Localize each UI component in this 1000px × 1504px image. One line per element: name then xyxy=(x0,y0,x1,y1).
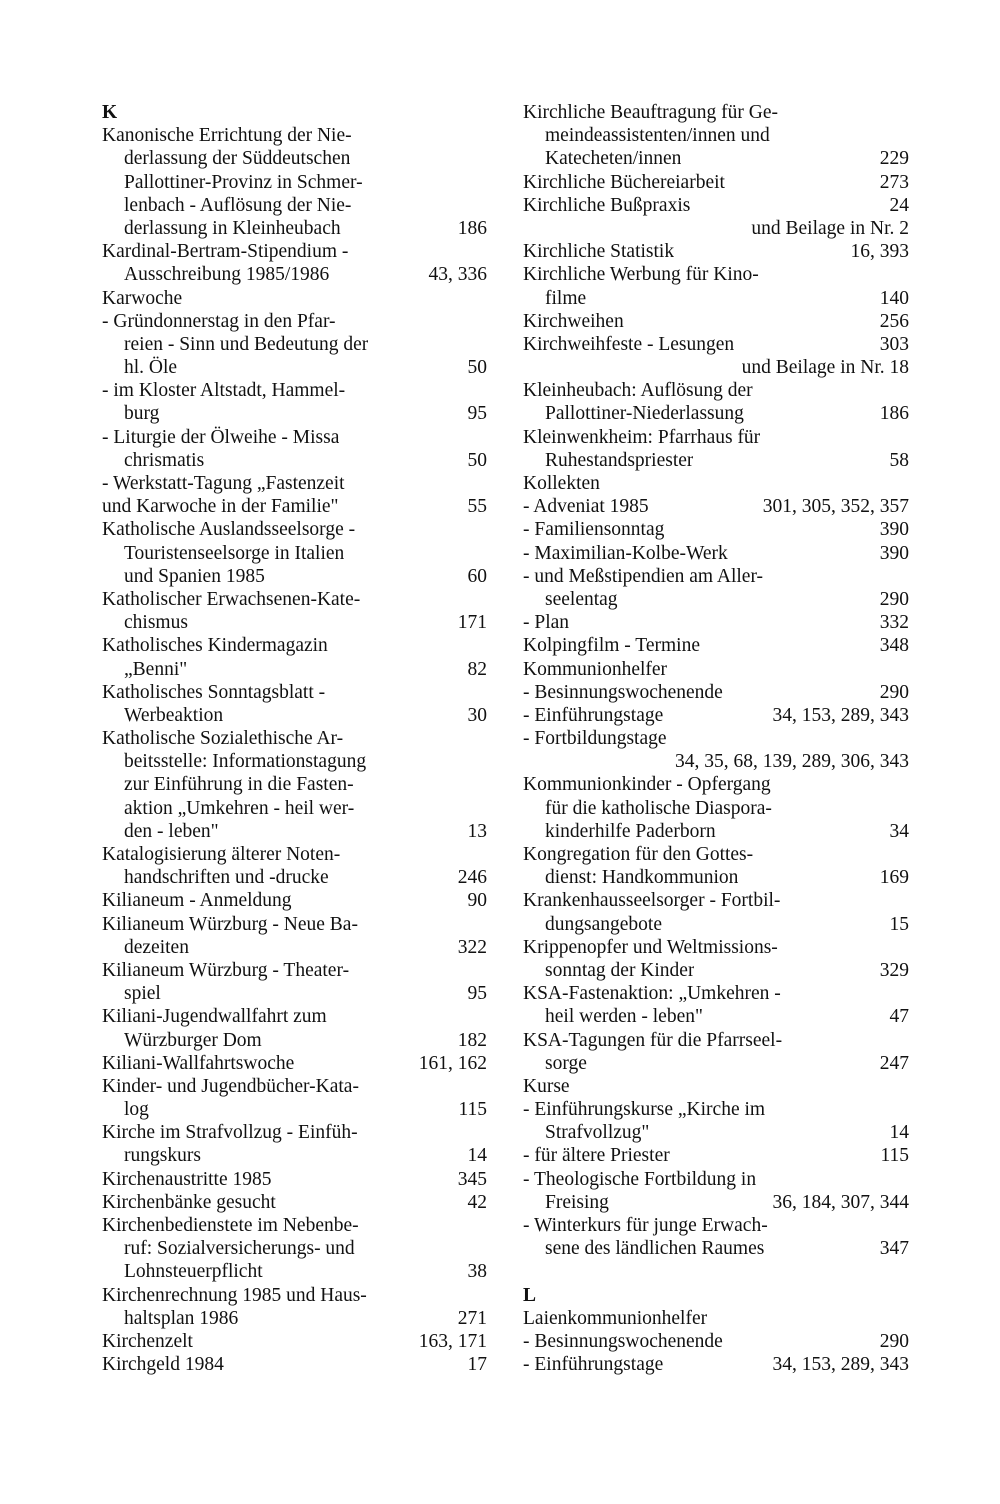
index-entry-line xyxy=(102,1237,487,1260)
entry-text: Kilianeum Würzburg - Neue Ba- xyxy=(102,913,358,935)
entry-text: Kirchliche Bußpraxis xyxy=(523,194,691,216)
entry-text: chismus xyxy=(124,612,188,634)
entry-text: Krankenhausseelsorger - Fortbil- xyxy=(523,890,781,912)
index-entry-line xyxy=(102,542,487,565)
index-entry-line xyxy=(523,1121,909,1144)
entry-text: - Liturgie der Ölweihe - Missa xyxy=(102,426,340,448)
index-entry-line xyxy=(102,704,487,727)
entry-text: derlassung der Süddeutschen xyxy=(124,148,351,170)
entry-text: Werbeaktion xyxy=(124,704,224,726)
index-entry-line xyxy=(523,171,909,194)
index-entry-line xyxy=(102,750,487,773)
entry-page-numbers: 34, 153, 289, 343 xyxy=(772,1354,909,1376)
entry-text: Strafvollzug" xyxy=(545,1122,650,1144)
entry-page-numbers: 34, 153, 289, 343 xyxy=(772,704,909,726)
entry-text: den - leben" xyxy=(124,820,219,842)
entry-page-numbers: 390 xyxy=(879,542,909,564)
index-entry-line xyxy=(523,1075,909,1098)
entry-text: - Einführungskurse „Kirche im xyxy=(523,1099,766,1121)
entry-text: - Einführungstage xyxy=(523,1354,664,1376)
entry-text: handschriften und -drucke xyxy=(124,867,329,889)
entry-page-numbers: 43, 336 xyxy=(428,264,487,286)
entry-page-numbers: 140 xyxy=(879,287,909,309)
index-entry-line xyxy=(523,1029,909,1052)
entry-page-numbers: 186 xyxy=(457,217,487,239)
entry-text: Kirchliche Werbung für Kino- xyxy=(523,264,759,286)
entry-text: Kirchenbedienstete im Nebenbe- xyxy=(102,1215,359,1236)
entry-page-numbers: 348 xyxy=(879,635,909,657)
index-entry-line xyxy=(102,1284,487,1307)
entry-page-numbers: 290 xyxy=(879,1330,909,1352)
index-entry-line xyxy=(523,959,909,982)
entry-page-numbers: 24 xyxy=(889,194,909,216)
entry-text: Katalogisierung älterer Noten- xyxy=(102,844,341,865)
entry-text: Kirchliche Statistik xyxy=(523,241,675,263)
entry-page-numbers: 186 xyxy=(879,403,909,425)
entry-text: aktion „Umkehren - heil wer- xyxy=(124,797,355,819)
entry-text: dezeiten xyxy=(124,936,189,958)
entry-text: Krippenopfer und Weltmissions- xyxy=(523,936,778,958)
entry-text: Kilianeum Würzburg - Theater- xyxy=(102,959,350,981)
index-entry-line xyxy=(102,333,487,356)
entry-page-numbers: 246 xyxy=(457,867,487,889)
entry-text: Kinder- und Jugendbücher-Kata- xyxy=(102,1075,359,1097)
index-entry-line xyxy=(102,287,487,310)
entry-text: - Einführungstage xyxy=(523,704,664,726)
index-entry-line xyxy=(102,240,487,263)
entry-text: und Beilage in Nr. 18 xyxy=(741,357,909,379)
entry-text: Kirchenrechnung 1985 und Haus- xyxy=(102,1284,367,1306)
index-entry-line xyxy=(102,727,487,750)
index-entry-line xyxy=(102,1168,487,1191)
entry-text: Pallottiner-Niederlassung xyxy=(545,403,744,425)
entry-text: - Theologische Fortbildung in xyxy=(523,1168,757,1190)
entry-page-numbers: 163, 171 xyxy=(418,1330,487,1352)
entry-text: sonntag der Kinder xyxy=(545,959,695,981)
entry-text: - Plan xyxy=(523,612,570,634)
index-entry-line xyxy=(102,518,487,541)
entry-text: Kleinheubach: Auflösung der xyxy=(523,380,753,402)
entry-text: für die katholische Diaspora- xyxy=(545,797,772,819)
entry-text: Kanonische Errichtung der Nie- xyxy=(102,125,352,147)
index-entry-line xyxy=(102,1214,487,1237)
section-letter: K xyxy=(102,102,118,123)
entry-text: Kolpingfilm - Termine xyxy=(523,635,700,657)
index-entry-line xyxy=(523,750,909,773)
entry-text: Kirchenbänke gesucht xyxy=(102,1191,276,1213)
index-entry-line xyxy=(523,379,909,402)
entry-text: Kirchweihfeste - Lesungen xyxy=(523,333,735,355)
entry-text: meindeassistenten/innen und xyxy=(545,125,770,147)
entry-page-numbers: 329 xyxy=(879,959,909,981)
index-entry-line xyxy=(523,889,909,912)
entry-text: 34, 35, 68, 139, 289, 306, 343 xyxy=(675,751,909,773)
index-entry-line xyxy=(523,1144,909,1167)
entry-text: und Spanien 1985 xyxy=(124,565,265,587)
entry-page-numbers: 256 xyxy=(879,310,909,332)
entry-text: Ruhestandspriester xyxy=(545,449,694,471)
entry-text: „Benni" xyxy=(124,658,188,680)
entry-text: ruf: Sozialversicherungs- und xyxy=(124,1238,355,1260)
index-entry-line xyxy=(102,472,487,495)
index-entry-line xyxy=(523,843,909,866)
entry-text: Kirchenaustritte 1985 xyxy=(102,1168,272,1190)
entry-page-numbers: 95 xyxy=(467,983,487,1005)
entry-page-numbers: 95 xyxy=(467,403,487,425)
index-entry-line xyxy=(102,194,487,217)
index-entry-line xyxy=(102,936,487,959)
index-entry-line xyxy=(102,426,487,449)
index-entry-line xyxy=(523,866,909,889)
index-entry-line xyxy=(523,634,909,657)
index-entry-line xyxy=(523,1330,909,1353)
entry-page-numbers: 47 xyxy=(889,1006,909,1028)
index-entry-line xyxy=(102,681,487,704)
entry-text: und Karwoche in der Familie" xyxy=(102,496,339,518)
index-entry-line xyxy=(523,727,909,750)
index-entry-line xyxy=(523,1353,909,1376)
index-entry-line xyxy=(523,495,909,518)
index-entry-line xyxy=(523,472,909,495)
index-entry-line xyxy=(523,1191,909,1214)
entry-page-numbers: 332 xyxy=(879,612,909,634)
entry-page-numbers: 247 xyxy=(879,1052,909,1074)
entry-page-numbers: 90 xyxy=(467,890,487,912)
entry-text: - Werkstatt-Tagung „Fastenzeit xyxy=(102,473,345,494)
entry-page-numbers: 15 xyxy=(889,913,909,935)
entry-text: - Fortbildungstage xyxy=(523,728,667,750)
index-entry-line xyxy=(102,913,487,936)
index-column-left xyxy=(102,101,487,1376)
entry-page-numbers: 303 xyxy=(879,333,909,355)
entry-text: Karwoche xyxy=(102,287,183,309)
entry-page-numbers: 301, 305, 352, 357 xyxy=(762,496,909,518)
entry-text: - für ältere Priester xyxy=(523,1145,670,1167)
index-entry-line xyxy=(523,936,909,959)
index-entry-line xyxy=(523,194,909,217)
entry-page-numbers: 290 xyxy=(879,588,909,610)
entry-text: filme xyxy=(545,287,587,309)
entry-page-numbers: 36, 184, 307, 344 xyxy=(772,1191,909,1213)
entry-text: sene des ländlichen Raumes xyxy=(545,1238,765,1260)
entry-page-numbers: 42 xyxy=(467,1191,487,1213)
entry-text: Katholischer Erwachsenen-Kate- xyxy=(102,588,361,610)
index-entry-line xyxy=(102,449,487,472)
index-entry-line xyxy=(523,1005,909,1028)
index-entry-line xyxy=(102,1353,487,1376)
index-entry-line xyxy=(523,101,909,124)
index-entry-line xyxy=(102,263,487,286)
index-entry-line xyxy=(523,402,909,425)
index-entry-line xyxy=(523,704,909,727)
entry-text: Kilianeum - Anmeldung xyxy=(102,890,292,912)
index-entry-line xyxy=(102,402,487,425)
entry-text: spiel xyxy=(124,983,161,1005)
entry-text: Touristenseelsorge in Italien xyxy=(124,542,345,564)
index-entry-line xyxy=(523,820,909,843)
index-entry-line xyxy=(102,1075,487,1098)
index-entry-line xyxy=(102,1144,487,1167)
entry-page-numbers: 161, 162 xyxy=(418,1052,487,1074)
index-entry-line xyxy=(523,217,909,240)
index-entry-line xyxy=(102,658,487,681)
entry-text: - Winterkurs für junge Erwach- xyxy=(523,1215,768,1236)
entry-page-numbers: 55 xyxy=(467,496,487,518)
entry-text: haltsplan 1986 xyxy=(124,1307,239,1329)
index-entry-line xyxy=(523,913,909,936)
entry-page-numbers: 50 xyxy=(467,449,487,471)
index-column-right xyxy=(523,101,909,1376)
index-entry-line xyxy=(523,1214,909,1237)
entry-text: Katholisches Kindermagazin xyxy=(102,635,328,657)
entry-page-numbers: 322 xyxy=(457,936,487,958)
index-entry-line xyxy=(523,449,909,472)
entry-text: - Familiensonntag xyxy=(523,519,665,541)
index-entry-line xyxy=(102,1330,487,1353)
index-entry-line xyxy=(102,820,487,843)
index-entry-line xyxy=(523,1307,909,1330)
entry-text: Kollekten xyxy=(523,473,600,494)
entry-page-numbers: 347 xyxy=(879,1238,909,1260)
index-entry-line xyxy=(523,565,909,588)
index-entry-line xyxy=(523,310,909,333)
entry-page-numbers: 50 xyxy=(467,357,487,379)
entry-text: chrismatis xyxy=(124,449,205,471)
index-entry-line xyxy=(523,333,909,356)
entry-page-numbers: 273 xyxy=(879,171,909,193)
entry-text: Kurse xyxy=(523,1075,570,1097)
entry-page-numbers: 30 xyxy=(467,704,487,726)
index-entry-line xyxy=(102,1191,487,1214)
entry-text: - Maximilian-Kolbe-Werk xyxy=(523,542,728,564)
entry-page-numbers: 171 xyxy=(457,612,487,634)
index-entry-line xyxy=(102,773,487,796)
index-entry-line xyxy=(102,1098,487,1121)
index-entry-line xyxy=(102,379,487,402)
entry-page-numbers: 82 xyxy=(467,658,487,680)
index-entry-line xyxy=(523,240,909,263)
entry-page-numbers: 115 xyxy=(458,1099,487,1121)
entry-text: zur Einführung in die Fasten- xyxy=(124,774,354,796)
section-letter-heading xyxy=(102,101,487,124)
entry-page-numbers: 115 xyxy=(880,1145,909,1167)
section-letter-heading xyxy=(523,1284,909,1307)
entry-text: Würzburger Dom xyxy=(124,1029,262,1051)
entry-text: kinderhilfe Paderborn xyxy=(545,820,716,842)
entry-text: hl. Öle xyxy=(124,357,178,379)
index-entry-line xyxy=(523,588,909,611)
entry-text: Laienkommunionhelfer xyxy=(523,1307,708,1329)
entry-text: lenbach - Auflösung der Nie- xyxy=(124,194,352,216)
index-entry-line xyxy=(523,658,909,681)
entry-page-numbers: 345 xyxy=(457,1168,487,1190)
entry-text: burg xyxy=(124,403,160,425)
entry-text: Freising xyxy=(545,1191,609,1213)
index-entry-line xyxy=(102,959,487,982)
entry-text: KSA-Fastenaktion: „Umkehren - xyxy=(523,983,781,1005)
entry-text: Kommunionhelfer xyxy=(523,658,668,680)
index-entry-line xyxy=(523,773,909,796)
entry-text: Katholische Sozialethische Ar- xyxy=(102,728,344,750)
index-entry-line xyxy=(102,611,487,634)
index-entry-line xyxy=(102,217,487,240)
entry-page-numbers: 390 xyxy=(879,519,909,541)
index-entry-line xyxy=(523,426,909,449)
entry-page-numbers: 38 xyxy=(467,1261,487,1283)
index-entry-line xyxy=(523,1098,909,1121)
index-entry-line xyxy=(102,1260,487,1283)
index-entry-line xyxy=(523,1168,909,1191)
index-entry-line xyxy=(523,147,909,170)
index-entry-line xyxy=(102,310,487,333)
entry-text: Kiliani-Jugendwallfahrt zum xyxy=(102,1006,327,1028)
index-entry-line xyxy=(523,797,909,820)
entry-text: Kleinwenkheim: Pfarrhaus für xyxy=(523,426,761,448)
index-entry-line xyxy=(102,1005,487,1028)
index-entry-line xyxy=(102,866,487,889)
index-entry-line xyxy=(102,495,487,518)
entry-text: beitsstelle: Informationstagung xyxy=(124,751,367,773)
entry-text: seelentag xyxy=(545,588,618,610)
section-spacer xyxy=(523,1260,909,1283)
entry-text: derlassung in Kleinheubach xyxy=(124,217,341,239)
entry-text: Kommunionkinder - Opfergang xyxy=(523,774,771,796)
entry-text: rungskurs xyxy=(124,1145,201,1167)
index-entry-line xyxy=(102,356,487,379)
entry-text: Kirchliche Beauftragung für Ge- xyxy=(523,102,779,123)
index-entry-line xyxy=(523,356,909,379)
index-entry-line xyxy=(102,797,487,820)
index-entry-line xyxy=(523,124,909,147)
index-entry-line xyxy=(523,287,909,310)
entry-page-numbers: 229 xyxy=(879,148,909,170)
entry-page-numbers: 182 xyxy=(457,1029,487,1051)
entry-text: Kirchweihen xyxy=(523,310,624,332)
index-entry-line xyxy=(102,843,487,866)
index-entry-line xyxy=(523,263,909,286)
entry-page-numbers: 58 xyxy=(889,449,909,471)
entry-page-numbers: 14 xyxy=(467,1145,487,1167)
entry-text: - im Kloster Altstadt, Hammel- xyxy=(102,380,346,402)
entry-text: Kirche im Strafvollzug - Einfüh- xyxy=(102,1122,358,1144)
index-entry-line xyxy=(102,889,487,912)
index-entry-line xyxy=(523,982,909,1005)
entry-text: und Beilage in Nr. 2 xyxy=(751,217,909,239)
entry-text: dungsangebote xyxy=(545,913,662,935)
entry-text: log xyxy=(124,1099,149,1121)
entry-text: Kirchliche Büchereiarbeit xyxy=(523,171,725,193)
index-entry-line xyxy=(102,1307,487,1330)
entry-text: Kirchgeld 1984 xyxy=(102,1354,224,1376)
entry-text: - Adveniat 1985 xyxy=(523,496,649,518)
entry-page-numbers: 16, 393 xyxy=(850,241,909,263)
entry-text: Pallottiner-Provinz in Schmer- xyxy=(124,171,363,193)
entry-text: dienst: Handkommunion xyxy=(545,867,739,889)
index-entry-line xyxy=(523,518,909,541)
index-entry-line xyxy=(102,1029,487,1052)
entry-page-numbers: 60 xyxy=(467,565,487,587)
index-entry-line xyxy=(102,982,487,1005)
index-entry-line xyxy=(523,1237,909,1260)
entry-text: - und Meßstipendien am Aller- xyxy=(523,565,764,587)
index-entry-line xyxy=(102,124,487,147)
entry-page-numbers: 34 xyxy=(889,820,909,842)
entry-text: Kongregation für den Gottes- xyxy=(523,844,754,865)
index-entry-line xyxy=(102,1121,487,1144)
entry-text: Katholisches Sonntagsblatt - xyxy=(102,681,326,703)
index-entry-line xyxy=(102,147,487,170)
index-entry-line xyxy=(102,1052,487,1075)
entry-text: Kirchenzelt xyxy=(102,1330,193,1352)
entry-text: reien - Sinn und Bedeutung der xyxy=(124,333,369,355)
entry-text: Kardinal-Bertram-Stipendium - xyxy=(102,241,349,263)
index-entry-line xyxy=(523,1052,909,1075)
entry-page-numbers: 14 xyxy=(889,1122,909,1144)
entry-text: Katholische Auslandsseelsorge - xyxy=(102,519,356,541)
index-entry-line xyxy=(523,611,909,634)
index-entry-line xyxy=(102,588,487,611)
index-entry-line xyxy=(523,681,909,704)
index-entry-line xyxy=(102,634,487,657)
entry-text: - Besinnungswochenende xyxy=(523,681,723,703)
entry-page-numbers: 17 xyxy=(467,1354,487,1376)
entry-text: KSA-Tagungen für die Pfarrseel- xyxy=(523,1029,783,1051)
entry-text: Kiliani-Wallfahrtswoche xyxy=(102,1052,295,1074)
index-entry-line xyxy=(102,171,487,194)
entry-page-numbers: 169 xyxy=(879,867,909,889)
entry-text: Ausschreibung 1985/1986 xyxy=(124,264,330,286)
entry-text: - Gründonnerstag in den Pfar- xyxy=(102,310,336,332)
section-letter: L xyxy=(523,1284,537,1306)
entry-page-numbers: 290 xyxy=(879,681,909,703)
index-entry-line xyxy=(102,565,487,588)
entry-text: Lohnsteuerpflicht xyxy=(124,1261,263,1283)
entry-text: sorge xyxy=(545,1052,587,1074)
entry-text: heil werden - leben" xyxy=(545,1006,703,1028)
index-entry-line xyxy=(523,542,909,565)
entry-page-numbers: 13 xyxy=(467,820,487,842)
entry-text: Katecheten/innen xyxy=(545,148,682,170)
entry-text: - Besinnungswochenende xyxy=(523,1330,723,1352)
entry-page-numbers: 271 xyxy=(457,1307,487,1329)
